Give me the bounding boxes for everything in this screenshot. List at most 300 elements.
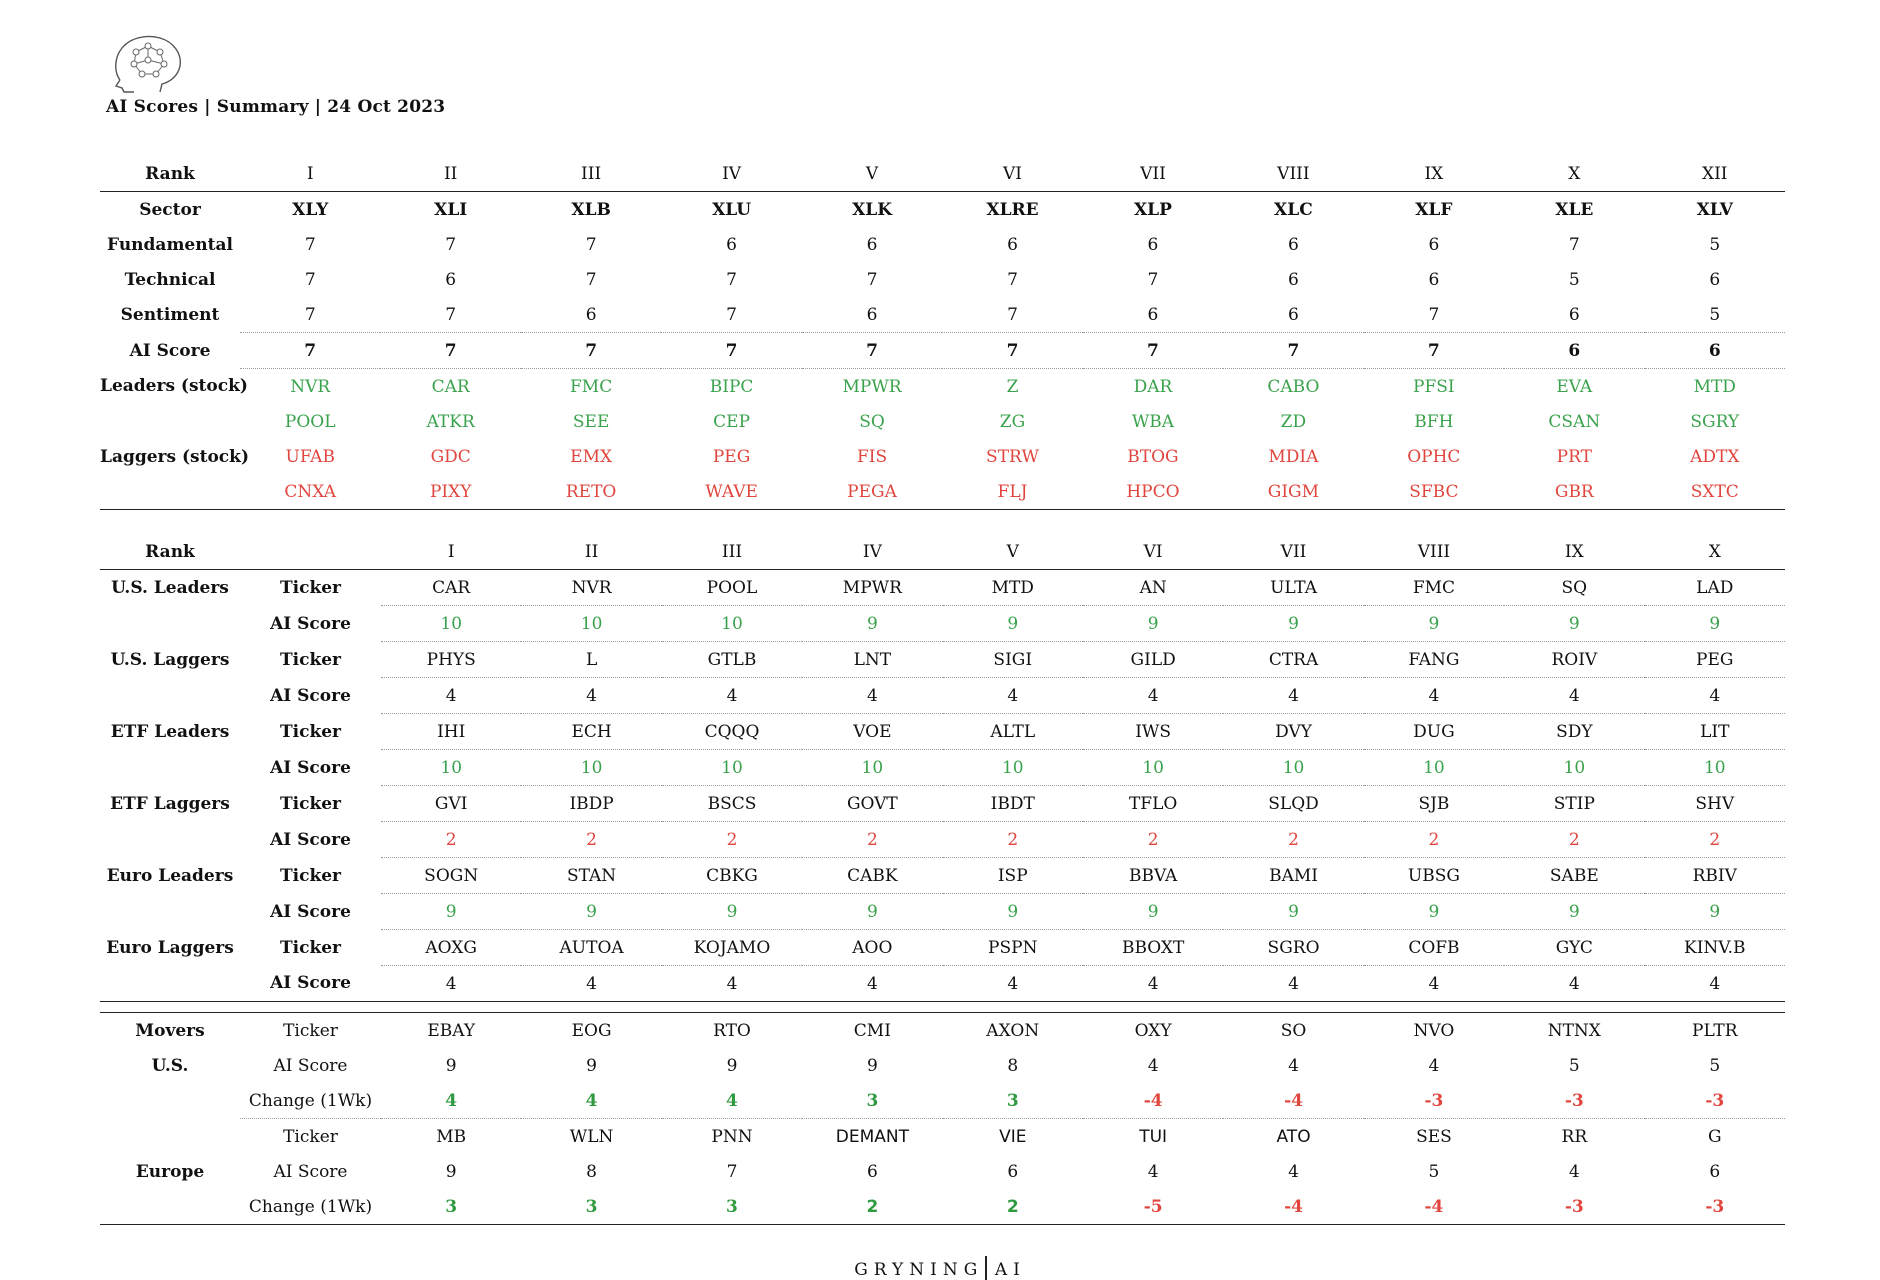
ticker-cell: SOGN bbox=[381, 858, 521, 894]
score-cell: 9 bbox=[521, 894, 661, 930]
ticker-cell: SHV bbox=[1645, 786, 1785, 822]
table-row bbox=[100, 1083, 1785, 1119]
score-cell: 10 bbox=[381, 606, 521, 642]
table-row bbox=[100, 606, 1785, 642]
ticker-cell: FMC bbox=[1364, 570, 1504, 606]
mover-change-cell: 3 bbox=[381, 1189, 521, 1225]
technical-score-cell: 7 bbox=[726, 269, 737, 290]
ticker-cell: CTRA bbox=[1223, 642, 1363, 678]
mover-score-cell: 7 bbox=[726, 1161, 738, 1182]
leader-stock-cell: FMC bbox=[570, 376, 613, 397]
mover-change-cell: 4 bbox=[662, 1083, 802, 1119]
rank-cell: IX bbox=[1364, 156, 1504, 192]
rank-cell: III bbox=[662, 534, 802, 570]
rank-cell: V bbox=[943, 534, 1083, 570]
leader-stock-cell: ZD bbox=[1280, 411, 1307, 432]
mover-score-cell: 4 bbox=[1288, 1161, 1299, 1182]
fundamental-score-cell: 7 bbox=[445, 234, 457, 255]
group-label: ETF Laggers bbox=[110, 793, 230, 814]
ticker-cell: VOE bbox=[802, 714, 942, 750]
mover-score-cell: 6 bbox=[1709, 1161, 1721, 1182]
lagger-stock-cell: EMX bbox=[570, 446, 613, 467]
change-label: Change (1Wk) bbox=[240, 1189, 381, 1225]
score-cell: 4 bbox=[943, 678, 1083, 714]
sentiment-score-cell: 5 bbox=[1645, 297, 1785, 333]
rank-cell: III bbox=[521, 156, 661, 192]
ticker-cell: TFLO bbox=[1083, 786, 1223, 822]
mover-change-cell: 3 bbox=[662, 1189, 802, 1225]
score-cell: 4 bbox=[1223, 678, 1363, 714]
technical-score-cell: 7 bbox=[1007, 269, 1018, 290]
ticker-cell: POOL bbox=[662, 570, 802, 606]
score-cell: 10 bbox=[943, 750, 1083, 786]
ticker-cell: LIT bbox=[1645, 714, 1785, 750]
mover-ticker-cell: RTO bbox=[662, 1013, 802, 1049]
score-cell: 2 bbox=[802, 822, 942, 858]
document-title: AI Scores | Summary | 24 Oct 2023 bbox=[106, 97, 446, 117]
score-cell: 4 bbox=[662, 966, 802, 1002]
table-row bbox=[100, 642, 1785, 678]
ticker-cell: SQ bbox=[1504, 570, 1644, 606]
score-cell: 10 bbox=[662, 750, 802, 786]
ticker-cell: AOO bbox=[802, 930, 942, 966]
mover-score-cell: 4 bbox=[1568, 1161, 1580, 1182]
sentiment-score-cell: 6 bbox=[802, 297, 942, 333]
table-row bbox=[100, 439, 1785, 474]
technical-score-cell: 7 bbox=[585, 269, 597, 290]
ticker-cell: CABK bbox=[802, 858, 942, 894]
row-label: Laggers (stock) bbox=[100, 446, 249, 467]
score-cell: 2 bbox=[662, 822, 802, 858]
ticker-cell: LAD bbox=[1645, 570, 1785, 606]
row-label: Technical bbox=[124, 269, 216, 290]
ai-score-cell: 7 bbox=[1223, 333, 1363, 369]
ticker-cell: BBOXT bbox=[1083, 930, 1223, 966]
score-cell: 10 bbox=[1083, 750, 1223, 786]
score-cell: 9 bbox=[1083, 606, 1223, 642]
score-cell: 9 bbox=[1083, 894, 1223, 930]
mover-change-cell: -3 bbox=[1504, 1189, 1644, 1225]
mover-ticker-cell: NTNX bbox=[1504, 1013, 1644, 1049]
group-label: U.S. Laggers bbox=[110, 649, 230, 670]
score-cell: 9 bbox=[1504, 606, 1644, 642]
score-cell: 4 bbox=[521, 966, 661, 1002]
lagger-stock-cell: MDIA bbox=[1268, 446, 1319, 467]
score-cell: 9 bbox=[943, 606, 1083, 642]
score-cell: 4 bbox=[521, 678, 661, 714]
ticker-cell: BAMI bbox=[1223, 858, 1363, 894]
sector-cell: XLC bbox=[1274, 199, 1313, 220]
ticker-cell: PHYS bbox=[381, 642, 521, 678]
mover-ticker-cell: EBAY bbox=[381, 1013, 521, 1049]
fundamental-score-cell: 6 bbox=[866, 234, 878, 255]
ticker-cell: STIP bbox=[1504, 786, 1644, 822]
leader-stock-cell: MTD bbox=[1693, 376, 1736, 397]
table-row bbox=[100, 297, 1785, 333]
score-cell: 4 bbox=[943, 966, 1083, 1002]
ticker-cell: CAR bbox=[381, 570, 521, 606]
leader-stock-cell: BIPC bbox=[709, 376, 754, 397]
fundamental-score-cell: 6 bbox=[726, 234, 737, 255]
lagger-stock-cell: STRW bbox=[986, 446, 1039, 467]
row-label: Sector bbox=[139, 199, 201, 220]
sector-cell: XLRE bbox=[986, 199, 1039, 220]
group-label-empty bbox=[100, 966, 240, 1002]
mover-change-cell: -3 bbox=[1645, 1189, 1785, 1225]
ticker-cell: ECH bbox=[521, 714, 661, 750]
ticker-cell: SJB bbox=[1364, 786, 1504, 822]
table-row bbox=[100, 678, 1785, 714]
sentiment-score-cell: 6 bbox=[1504, 297, 1644, 333]
table-row bbox=[100, 192, 1785, 228]
ai-score-cell: 7 bbox=[1364, 333, 1504, 369]
score-cell: 2 bbox=[1645, 822, 1785, 858]
group-label: U.S. Leaders bbox=[111, 577, 229, 598]
mover-change-cell: -4 bbox=[1364, 1189, 1504, 1225]
score-cell: 9 bbox=[662, 894, 802, 930]
score-cell: 9 bbox=[802, 894, 942, 930]
ticker-cell: LNT bbox=[802, 642, 942, 678]
mover-change-cell: -4 bbox=[1223, 1083, 1363, 1119]
score-cell: 9 bbox=[1645, 894, 1785, 930]
mover-change-cell: -4 bbox=[1083, 1083, 1223, 1119]
leader-stock-cell: CABO bbox=[1267, 376, 1320, 397]
leader-stock-cell: DAR bbox=[1133, 376, 1173, 397]
rank-label: Rank bbox=[100, 534, 240, 570]
mover-ticker-cell: AXON bbox=[943, 1013, 1083, 1049]
ticker-cell: IHI bbox=[381, 714, 521, 750]
table-row bbox=[100, 714, 1785, 750]
sentiment-score-cell: 7 bbox=[240, 297, 380, 333]
score-cell: 10 bbox=[1223, 750, 1363, 786]
ai-score-cell: 7 bbox=[1083, 333, 1223, 369]
score-label: AI Score bbox=[273, 1161, 348, 1182]
sector-cell: XLE bbox=[1555, 199, 1594, 220]
rank-cell: VI bbox=[1083, 534, 1223, 570]
region-label: Europe bbox=[135, 1161, 205, 1182]
ticker-cell: GYC bbox=[1504, 930, 1644, 966]
sector-cell: XLF bbox=[1415, 199, 1453, 220]
score-cell: 9 bbox=[1645, 606, 1785, 642]
leader-stock-cell: SEE bbox=[572, 411, 610, 432]
fundamental-score-cell: 6 bbox=[1147, 234, 1159, 255]
technical-score-cell: 6 bbox=[1428, 269, 1440, 290]
table-row bbox=[100, 404, 1785, 439]
score-cell: 4 bbox=[381, 678, 521, 714]
region-label: U.S. bbox=[151, 1055, 189, 1076]
score-cell: 9 bbox=[802, 606, 942, 642]
mover-change-cell: -3 bbox=[1364, 1083, 1504, 1119]
score-label: AI Score bbox=[270, 901, 351, 922]
leader-stock-cell: SGRY bbox=[1690, 411, 1740, 432]
footer-brand-suffix: AI bbox=[994, 1260, 1026, 1280]
mover-ticker-cell: MB bbox=[436, 1126, 467, 1147]
ticker-cell: UBSG bbox=[1364, 858, 1504, 894]
ticker-cell: STAN bbox=[521, 858, 661, 894]
table-row bbox=[100, 534, 1785, 570]
ticker-cell: KINV.B bbox=[1645, 930, 1785, 966]
score-label: AI Score bbox=[270, 757, 351, 778]
row-label: Rank bbox=[100, 156, 240, 192]
mover-score-cell: 4 bbox=[1288, 1055, 1299, 1076]
group-label-empty bbox=[100, 606, 240, 642]
technical-score-cell: 6 bbox=[1709, 269, 1721, 290]
rank-cell: I bbox=[381, 534, 521, 570]
score-cell: 9 bbox=[1364, 606, 1504, 642]
table-row bbox=[100, 930, 1785, 966]
mover-score-cell: 9 bbox=[586, 1055, 597, 1076]
ticker-label: Ticker bbox=[279, 577, 341, 598]
change-label: Change (1Wk) bbox=[240, 1083, 381, 1119]
mover-ticker-cell: CMI bbox=[802, 1013, 942, 1049]
sector-cell: XLI bbox=[434, 199, 468, 220]
technical-score-cell: 7 bbox=[304, 269, 316, 290]
mover-score-cell: 9 bbox=[445, 1161, 457, 1182]
ticker-cell: PEG bbox=[1645, 642, 1785, 678]
score-cell: 2 bbox=[943, 822, 1083, 858]
mover-change-cell: -3 bbox=[1645, 1083, 1785, 1119]
score-cell: 10 bbox=[802, 750, 942, 786]
mover-ticker-cell: SO bbox=[1223, 1013, 1363, 1049]
score-cell: 2 bbox=[1223, 822, 1363, 858]
lagger-stock-cell: SFBC bbox=[1364, 474, 1504, 510]
lagger-stock-cell: PIXY bbox=[380, 474, 520, 510]
sentiment-score-cell: 7 bbox=[942, 297, 1082, 333]
score-cell: 2 bbox=[1364, 822, 1504, 858]
ticker-cell: IWS bbox=[1083, 714, 1223, 750]
sector-ranking-table bbox=[100, 156, 1785, 510]
mover-ticker-cell: SES bbox=[1416, 1126, 1452, 1147]
table-row bbox=[100, 1119, 1785, 1155]
score-label: AI Score bbox=[240, 966, 381, 1002]
lagger-stock-cell: GBR bbox=[1504, 474, 1644, 510]
table-row bbox=[100, 966, 1785, 1002]
rank-cell: VIII bbox=[1364, 534, 1504, 570]
ticker-cell: SDY bbox=[1504, 714, 1644, 750]
gryning-head-logo bbox=[110, 32, 184, 94]
table-row bbox=[100, 156, 1785, 192]
score-cell: 4 bbox=[662, 678, 802, 714]
rank-cell: VII bbox=[1223, 534, 1363, 570]
leader-stock-cell: SQ bbox=[859, 411, 885, 432]
fundamental-score-cell: 7 bbox=[585, 234, 597, 255]
lagger-stock-cell: PRT bbox=[1556, 446, 1592, 467]
ticker-cell: SABE bbox=[1504, 858, 1644, 894]
footer-brand-name: GRYNING bbox=[854, 1260, 984, 1280]
leader-stock-cell: Z bbox=[1006, 376, 1019, 397]
ticker-cell: SIGI bbox=[943, 642, 1083, 678]
mover-change-cell: -3 bbox=[1504, 1083, 1644, 1119]
leader-stock-cell: CEP bbox=[713, 411, 751, 432]
mover-score-cell: 9 bbox=[445, 1055, 457, 1076]
mover-change-cell: 4 bbox=[381, 1083, 521, 1119]
mover-score-cell: 8 bbox=[586, 1161, 597, 1182]
lagger-stock-cell: CNXA bbox=[240, 474, 380, 510]
row-label-empty bbox=[100, 404, 240, 439]
score-cell: 4 bbox=[1504, 678, 1644, 714]
lagger-stock-cell: UFAB bbox=[285, 446, 335, 467]
group-label: ETF Leaders bbox=[110, 721, 230, 742]
sentiment-score-cell: 6 bbox=[1223, 297, 1363, 333]
rank-cell: IX bbox=[1504, 534, 1644, 570]
fundamental-score-cell: 7 bbox=[304, 234, 316, 255]
leader-stock-cell: POOL bbox=[284, 411, 336, 432]
mover-score-cell: 6 bbox=[1007, 1161, 1019, 1182]
sector-cell: XLV bbox=[1696, 199, 1733, 220]
table-row bbox=[100, 262, 1785, 297]
ai-score-cell: 7 bbox=[521, 333, 661, 369]
table-row bbox=[100, 858, 1785, 894]
lagger-stock-cell: PEG bbox=[712, 446, 751, 467]
ticker-label: Ticker bbox=[279, 865, 341, 886]
mover-ticker-cell: RR bbox=[1561, 1126, 1588, 1147]
score-cell: 4 bbox=[802, 678, 942, 714]
ticker-cell: IBDT bbox=[943, 786, 1083, 822]
mover-ticker-cell: NVO bbox=[1364, 1013, 1504, 1049]
fundamental-score-cell: 7 bbox=[1568, 234, 1580, 255]
leader-stock-cell: CSAN bbox=[1548, 411, 1601, 432]
ticker-cell: BBVA bbox=[1083, 858, 1223, 894]
technical-score-cell: 6 bbox=[445, 269, 457, 290]
ticker-cell: L bbox=[521, 642, 661, 678]
lagger-stock-cell: RETO bbox=[521, 474, 661, 510]
ai-score-cell: 6 bbox=[1645, 333, 1785, 369]
mover-ticker-cell: OXY bbox=[1083, 1013, 1223, 1049]
score-cell: 10 bbox=[1645, 750, 1785, 786]
mover-change-cell: 3 bbox=[943, 1083, 1083, 1119]
mover-ticker-cell: PNN bbox=[711, 1126, 753, 1147]
leader-stock-cell: EVA bbox=[1556, 376, 1593, 397]
rank-cell: II bbox=[521, 534, 661, 570]
rank-cell: II bbox=[380, 156, 520, 192]
table-row bbox=[100, 1048, 1785, 1083]
ticker-cell: ULTA bbox=[1223, 570, 1363, 606]
score-cell: 4 bbox=[1645, 966, 1785, 1002]
table-row bbox=[100, 474, 1785, 510]
score-cell: 9 bbox=[381, 894, 521, 930]
score-cell: 10 bbox=[1504, 750, 1644, 786]
mover-score-cell: 5 bbox=[1709, 1055, 1721, 1076]
ticker-cell: GILD bbox=[1083, 642, 1223, 678]
group-label-empty bbox=[100, 1119, 240, 1155]
mover-score-cell: 9 bbox=[866, 1055, 878, 1076]
group-label-empty bbox=[100, 678, 240, 714]
score-cell: 9 bbox=[1223, 894, 1363, 930]
mover-score-cell: 4 bbox=[1147, 1161, 1159, 1182]
row-label: Leaders (stock) bbox=[100, 376, 248, 397]
leader-stock-cell: PFSI bbox=[1413, 376, 1455, 397]
ticker-cell: ISP bbox=[943, 858, 1083, 894]
technical-score-cell: 6 bbox=[1287, 269, 1299, 290]
top-picks-table bbox=[100, 534, 1785, 1002]
table-row bbox=[100, 570, 1785, 606]
score-cell: 9 bbox=[1364, 894, 1504, 930]
lagger-stock-cell: PEGA bbox=[802, 474, 942, 510]
ticker-cell: BSCS bbox=[662, 786, 802, 822]
mover-score-cell: 6 bbox=[866, 1161, 878, 1182]
rank-cell: VII bbox=[1083, 156, 1223, 192]
group-label: Euro Leaders bbox=[106, 865, 234, 886]
score-cell: 10 bbox=[1364, 750, 1504, 786]
table-row bbox=[100, 369, 1785, 405]
technical-score-cell: 5 bbox=[1568, 269, 1580, 290]
lagger-stock-cell: BTOG bbox=[1127, 446, 1179, 467]
ticker-cell: ALTL bbox=[943, 714, 1083, 750]
rank-cell: V bbox=[802, 156, 942, 192]
group-label-empty bbox=[100, 1189, 240, 1225]
leader-stock-cell: WBA bbox=[1131, 411, 1175, 432]
score-cell: 4 bbox=[1364, 678, 1504, 714]
table-row bbox=[100, 1154, 1785, 1189]
ticker-label: Ticker bbox=[240, 1013, 381, 1049]
mover-change-cell: 3 bbox=[521, 1189, 661, 1225]
table-row bbox=[100, 333, 1785, 369]
row-label-empty bbox=[100, 474, 240, 510]
ticker-cell: GVI bbox=[381, 786, 521, 822]
mover-ticker-cell: TUI bbox=[1139, 1126, 1168, 1147]
score-cell: 9 bbox=[1504, 894, 1644, 930]
ticker-cell: AUTOA bbox=[521, 930, 661, 966]
score-cell: 10 bbox=[521, 750, 661, 786]
ticker-cell: NVR bbox=[521, 570, 661, 606]
sentiment-score-cell: 6 bbox=[521, 297, 661, 333]
fundamental-score-cell: 5 bbox=[1709, 234, 1721, 255]
rank-cell: X bbox=[1645, 534, 1785, 570]
mover-change-cell: 2 bbox=[802, 1189, 942, 1225]
leader-stock-cell: NVR bbox=[290, 376, 331, 397]
mover-change-cell: -4 bbox=[1223, 1189, 1363, 1225]
row-label: AI Score bbox=[129, 340, 211, 361]
fundamental-score-cell: 6 bbox=[1428, 234, 1440, 255]
sector-cell: XLU bbox=[712, 199, 752, 220]
movers-title: Movers bbox=[100, 1013, 240, 1049]
ticker-cell: IBDP bbox=[521, 786, 661, 822]
mover-ticker-cell: WLN bbox=[569, 1126, 614, 1147]
leader-stock-cell: MPWR bbox=[842, 376, 902, 397]
group-label: Euro Laggers bbox=[106, 937, 234, 958]
ticker-cell: SGRO bbox=[1223, 930, 1363, 966]
rank-cell: IV bbox=[661, 156, 801, 192]
score-label: AI Score bbox=[270, 613, 351, 634]
sentiment-score-cell: 7 bbox=[380, 297, 520, 333]
mover-change-cell: 2 bbox=[943, 1189, 1083, 1225]
ticker-cell: KOJAMO bbox=[662, 930, 802, 966]
sector-cell: XLB bbox=[571, 199, 611, 220]
mover-ticker-cell: ATO bbox=[1276, 1126, 1311, 1147]
score-label: AI Score bbox=[273, 1055, 348, 1076]
score-cell: 10 bbox=[662, 606, 802, 642]
ticker-cell: DUG bbox=[1364, 714, 1504, 750]
footer-divider bbox=[985, 1256, 987, 1280]
rank-cell: X bbox=[1504, 156, 1644, 192]
score-cell: 10 bbox=[381, 750, 521, 786]
lagger-stock-cell: GIGM bbox=[1223, 474, 1363, 510]
table-row bbox=[100, 1189, 1785, 1225]
score-cell: 9 bbox=[943, 894, 1083, 930]
table-row bbox=[100, 750, 1785, 786]
sentiment-score-cell: 7 bbox=[1364, 297, 1504, 333]
ticker-cell: AOXG bbox=[381, 930, 521, 966]
mover-change-cell: -5 bbox=[1083, 1189, 1223, 1225]
ticker-cell: CQQQ bbox=[662, 714, 802, 750]
score-cell: 2 bbox=[1083, 822, 1223, 858]
lagger-stock-cell: OPHC bbox=[1407, 446, 1461, 467]
technical-score-cell: 7 bbox=[866, 269, 878, 290]
score-cell: 4 bbox=[1364, 966, 1504, 1002]
rank-spacer bbox=[240, 534, 381, 570]
footer-brand bbox=[0, 1256, 1880, 1280]
ai-score-cell: 7 bbox=[661, 333, 801, 369]
